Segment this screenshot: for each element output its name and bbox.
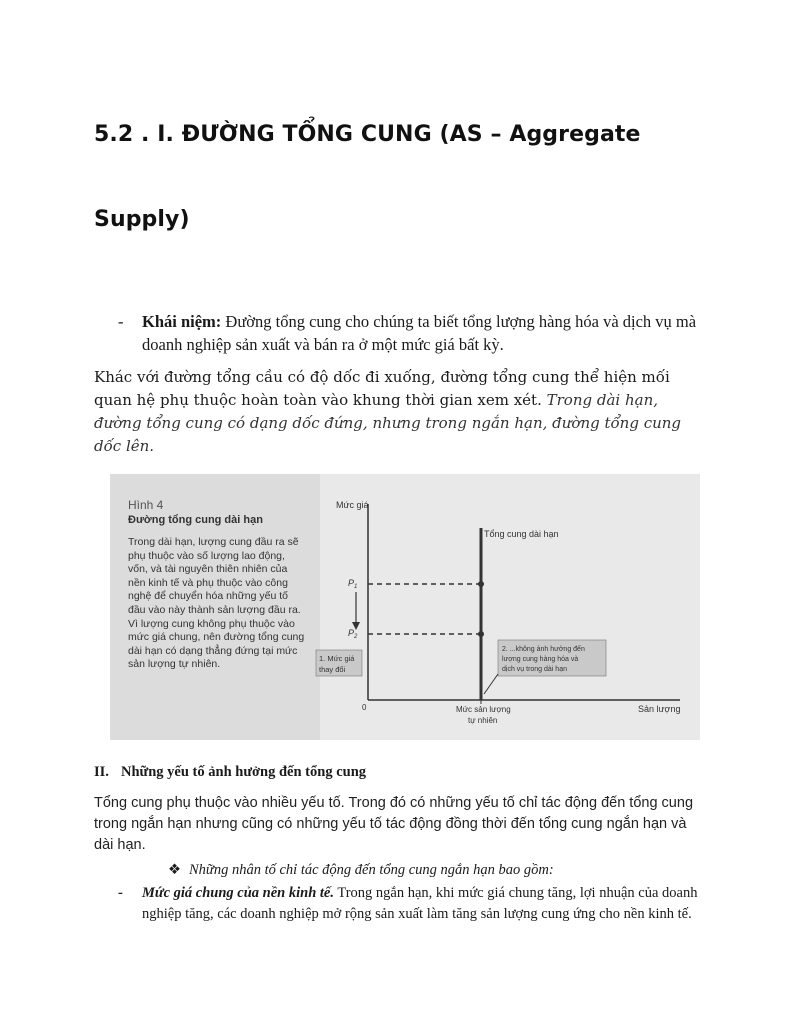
list-item-body xyxy=(142,883,712,925)
section-2-title: Những yếu tố ảnh hưởng đến tổng cung xyxy=(121,764,367,780)
paragraph-1 xyxy=(94,366,694,458)
x-axis-label: Sản lượng xyxy=(638,704,681,714)
p2-label: $P_2$ xyxy=(348,628,358,640)
definition-text: Đường tổng cung cho chúng ta biết tổng lượng hàng hóa và dịch vụ mà doanh nghiệp sản xuất và bán ra ở một mức giá bất kỳ. xyxy=(142,312,697,354)
paragraph-1-normal: Khác với đường tổng cầu có độ dốc đi xuống, đường tổng cung thể hiện mối quan hệ phụ thuộc hoàn toàn vào khung thời gian xem xét. xyxy=(94,368,670,409)
figure-long-run-supply xyxy=(110,474,700,740)
diamond-bullet-icon: ❖ xyxy=(168,862,181,878)
x-tick-label-line1: Mức sản lượng xyxy=(456,705,511,714)
list-item-text: Trong ngắn hạn, khi mức giá chung tăng, lợi nhuận của doanh nghiệp tăng, các doanh nghiệp mở rộng sản xuất làm tăng sản lượng cung ứng cho nền kinh tế. xyxy=(142,885,698,922)
note-right-line2: lượng cung hàng hóa và xyxy=(502,656,579,663)
section-2-number: II. xyxy=(94,764,109,780)
p1-label: $P_1$ xyxy=(348,578,358,590)
note-right-pointer xyxy=(484,674,498,694)
note-right-line1: 2. ...không ảnh hưởng đến xyxy=(502,646,585,653)
note-left-line1: 1. Mức giá xyxy=(319,654,355,663)
point-p2 xyxy=(478,631,484,637)
section-heading-line1: 5.2 . I. ĐƯỜNG TỔNG CUNG (AS – Aggregate xyxy=(94,122,641,147)
section-heading-line2: Supply) xyxy=(94,207,190,232)
list-item-label: Mức giá chung của nền kinh tế. xyxy=(142,885,334,901)
figure-label: Hình 4 xyxy=(128,498,164,512)
note-right-line3: dịch vụ trong dài hạn xyxy=(502,666,567,673)
x-tick-label-line2: tự nhiên xyxy=(468,716,498,725)
y-axis-label: Mức giá xyxy=(336,500,369,510)
definition-label: Khái niệm: xyxy=(142,312,222,331)
paragraph-2: Tổng cung phụ thuộc vào nhiều yếu tố. Trong đó có những yếu tố chỉ tác động đến tổng cung trong ngắn hạn nhưng cũng có những yếu tố tác động đồng thời đến tổng cung ngắn hạn và dài hạn. xyxy=(94,795,694,853)
bullet-heading-text: Những nhân tố chỉ tác động đến tổng cung ngắn hạn bao gồm: xyxy=(189,862,554,878)
figure-caption-text: Trong dài hạn, lượng cung đầu ra sẽ phụ thuộc vào số lượng lao động, vốn, và tài nguyên thiên nhiên của nền kinh tế và phụ thuộc vào công nghệ để chuyển hóa những yếu tố đầu vào này thành sản lượng đầu ra. Vì lượng cung không phụ thuộc vào mức giá chung, nên đường tổng cung dài hạn có dạng thẳng đứng tại mức sản lượng tự nhiên. xyxy=(128,536,305,671)
point-p1 xyxy=(478,581,484,587)
origin-label: 0 xyxy=(362,703,367,712)
note-left-line2: thay đổi xyxy=(319,665,346,674)
definition-body xyxy=(142,310,702,356)
list-dash: - xyxy=(118,312,124,331)
figure-subtitle: Đường tổng cung dài hạn xyxy=(128,514,263,526)
chart-svg xyxy=(110,474,700,740)
list-dash: - xyxy=(118,885,123,901)
curve-label: Tổng cung dài hạn xyxy=(484,529,559,539)
paragraph-1-italic: Trong dài hạn, đường tổng cung có dạng dốc đứng, nhưng trong ngắn hạn, đường tổng cung dốc lên. xyxy=(94,391,682,455)
bullet-heading xyxy=(168,862,554,879)
